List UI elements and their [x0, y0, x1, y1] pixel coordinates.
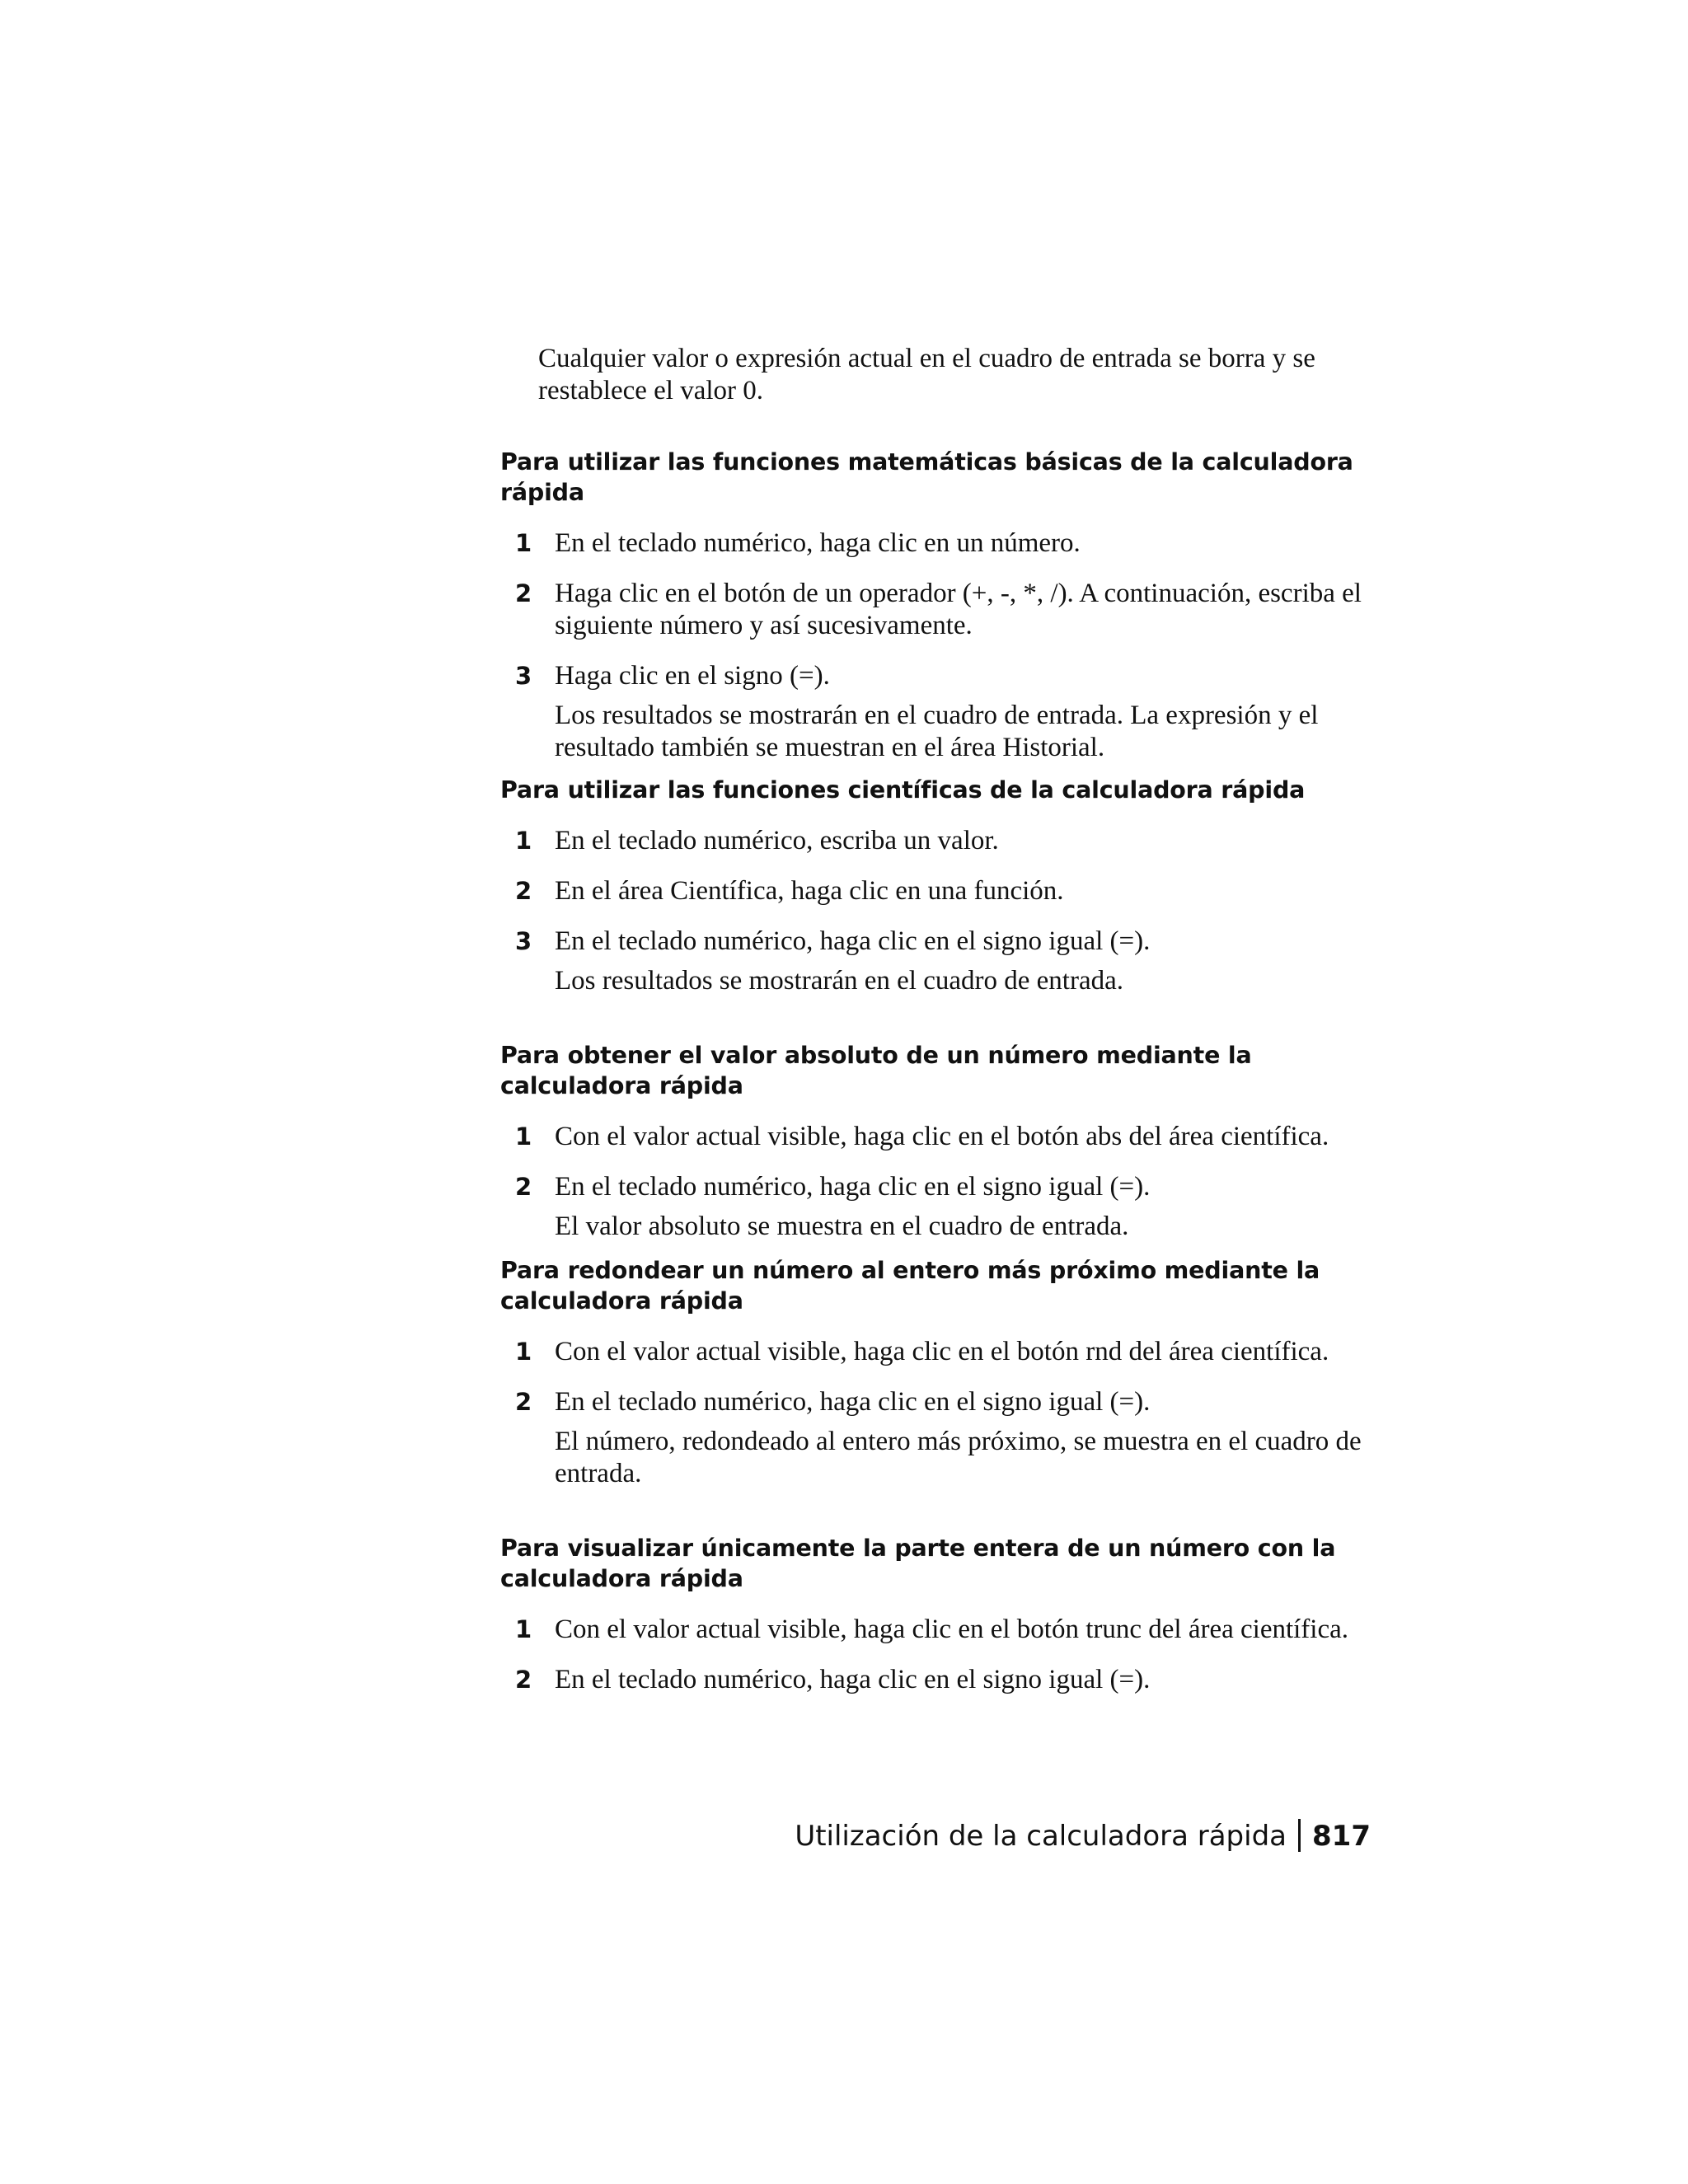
section-basic-math: [500, 447, 1390, 782]
step-number: 3: [515, 927, 532, 955]
step-item: [500, 1121, 1390, 1153]
step-text: En el teclado numérico, haga clic en el signo igual (=).: [555, 1387, 1151, 1417]
step-item: [500, 578, 1390, 642]
step-number: 2: [515, 579, 532, 607]
step-item: [500, 1171, 1390, 1203]
step-text: En el teclado numérico, haga clic en el signo igual (=).: [555, 926, 1151, 956]
section-heading: Para utilizar las funciones matemáticas básicas de la calculadora rápida: [500, 448, 1353, 506]
section-round: [500, 1255, 1390, 1508]
step-item: [500, 527, 1390, 560]
step-number: 1: [515, 1338, 532, 1366]
step-number: 2: [515, 1173, 532, 1201]
step-number: 2: [515, 877, 532, 905]
step-text: Haga clic en el signo (=).: [555, 661, 830, 691]
step-text: Con el valor actual visible, haga clic en el botón trunc del área científica.: [555, 1615, 1349, 1644]
step-note: Los resultados se mostrarán en el cuadro de entrada. La expresión y el resultado también se muestran en el área Historial.: [555, 701, 1319, 762]
step-text: En el área Científica, haga clic en una función.: [555, 876, 1064, 906]
page-footer: [795, 1818, 1371, 1854]
step-item: [500, 875, 1390, 907]
step-item: [500, 660, 1390, 692]
section-heading: Para visualizar únicamente la parte entera de un número con la calculadora rápida: [500, 1535, 1336, 1592]
step-item: [500, 1386, 1390, 1418]
step-number: 1: [515, 827, 532, 855]
step-number: 3: [515, 662, 532, 690]
section-heading: Para redondear un número al entero más próximo mediante la calculadora rápida: [500, 1257, 1320, 1315]
step-item: [500, 1664, 1390, 1696]
page-number: 817: [1312, 1820, 1371, 1853]
footer-title: Utilización de la calculadora rápida: [795, 1820, 1287, 1853]
footer-separator: [1298, 1819, 1301, 1852]
section-heading: Para utilizar las funciones científicas de la calculadora rápida: [500, 776, 1306, 804]
step-text: En el teclado numérico, haga clic en el signo igual (=).: [555, 1172, 1151, 1202]
step-text: Con el valor actual visible, haga clic en el botón abs del área científica.: [555, 1122, 1329, 1151]
section-truncate: [500, 1533, 1390, 1714]
step-number: 1: [515, 529, 532, 557]
step-item: [500, 1336, 1390, 1368]
step-number: 2: [515, 1666, 532, 1694]
step-item: [500, 1614, 1390, 1646]
step-item: [500, 825, 1390, 857]
step-number: 1: [515, 1122, 532, 1151]
section-absolute-value: [500, 1040, 1390, 1261]
step-item: [500, 926, 1390, 958]
step-note: Los resultados se mostrarán en el cuadro de entrada.: [555, 966, 1123, 996]
intro-paragraph: Cualquier valor o expresión actual en el cuadro de entrada se borra y se restablece el valor 0.: [538, 344, 1315, 405]
step-note: El valor absoluto se muestra en el cuadro de entrada.: [555, 1212, 1129, 1241]
step-number: 1: [515, 1615, 532, 1643]
step-text: Con el valor actual visible, haga clic en el botón rnd del área científica.: [555, 1337, 1329, 1366]
step-text: En el teclado numérico, haga clic en el signo igual (=).: [555, 1665, 1151, 1694]
section-scientific: [500, 775, 1390, 1015]
step-text: Haga clic en el botón de un operador (+, -, *, /). A continuación, escriba el siguiente número y así sucesivamente.: [555, 579, 1362, 640]
section-heading: Para obtener el valor absoluto de un número mediante la calculadora rápida: [500, 1042, 1252, 1099]
step-note: El número, redondeado al entero más próximo, se muestra en el cuadro de entrada.: [555, 1427, 1362, 1488]
step-number: 2: [515, 1388, 532, 1416]
step-text: En el teclado numérico, haga clic en un número.: [555, 528, 1081, 558]
step-text: En el teclado numérico, escriba un valor.: [555, 826, 999, 855]
